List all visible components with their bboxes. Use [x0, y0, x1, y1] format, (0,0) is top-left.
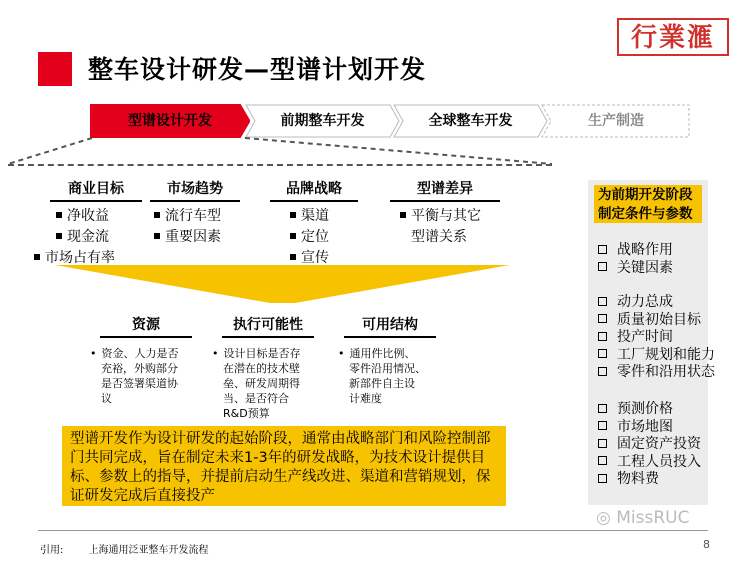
- column-feasibility: [212, 314, 314, 421]
- column-heading: 市场趋势: [150, 178, 240, 202]
- bullet-icon: [154, 233, 160, 239]
- list-item: R&D预算: [223, 407, 270, 420]
- process-step-4: [541, 104, 691, 138]
- bullet-icon: [56, 212, 62, 218]
- column-heading: 资源: [100, 314, 192, 338]
- checkbox-icon: [598, 297, 607, 306]
- heading-line: 制定条件与参数: [598, 206, 693, 222]
- checklist-item: 物料费: [617, 471, 659, 488]
- process-step-4-label: 生产制造: [588, 113, 644, 129]
- expansion-dashes: [0, 136, 560, 176]
- checklist-item: 工程人员投入: [617, 453, 701, 470]
- checklist-item: 关键因素: [617, 259, 673, 276]
- checklist-item: 投产时间: [617, 329, 673, 346]
- list-item: 流行车型: [165, 208, 221, 224]
- checklist-group-3: [598, 401, 701, 489]
- list-item: 资金、人力是否: [101, 347, 179, 360]
- list-item: 宣传: [301, 250, 329, 266]
- watermark-text: MissRUC: [616, 508, 690, 528]
- list-item: 垒、研发周期得: [223, 377, 300, 390]
- column-heading: 执行可能性: [222, 314, 314, 338]
- list-item: 型谱关系: [411, 229, 467, 245]
- checkbox-icon: [598, 314, 607, 323]
- column-heading: 商业目标: [50, 178, 142, 202]
- summary-line: 型谱开发作为设计研发的起始阶段，通常由战略部门和风险控制部: [70, 431, 491, 447]
- checkbox-icon: [598, 474, 607, 483]
- footer-label: 引用:: [40, 545, 64, 556]
- checklist-item: 市场地图: [617, 418, 673, 435]
- summary-line: 门共同完成，旨在制定未来1-3年的研发战略，为技术设计提供目: [70, 450, 486, 466]
- footer-rule: [38, 530, 708, 531]
- process-step-2: [245, 104, 400, 138]
- list-item: 新部件自主设: [349, 377, 415, 390]
- bullet-icon: [290, 233, 296, 239]
- summary-line: 标、参数上的指导，并提前启动生产线改进、渠道和营销规划，保: [70, 469, 491, 485]
- dashed-divider: [8, 164, 552, 166]
- list-item: 定位: [301, 229, 329, 245]
- checkbox-icon: [598, 332, 607, 341]
- list-item: 是否签署渠道协: [101, 377, 178, 390]
- column-heading: 可用结构: [344, 314, 436, 338]
- process-step-1: [90, 104, 250, 138]
- list-item: 计难度: [349, 392, 382, 405]
- bullet-icon: [290, 254, 296, 260]
- process-step-1-label: 型谱设计开发: [128, 113, 212, 129]
- list-item: 零件沿用情况、: [349, 362, 426, 375]
- bullet-icon: [56, 233, 62, 239]
- list-item: 现金流: [67, 229, 109, 245]
- list-item: 议: [101, 392, 112, 405]
- funnel-arrow: [55, 265, 515, 305]
- dot-icon: •: [90, 347, 97, 360]
- page-number: 8: [703, 538, 710, 551]
- process-step-3: [393, 104, 548, 138]
- checkbox-icon: [598, 262, 607, 271]
- brand-logo: 行業滙: [617, 18, 729, 56]
- footer: [40, 541, 209, 556]
- checklist-item: 零件和沿用状态: [617, 364, 715, 381]
- checkbox-icon: [598, 245, 607, 254]
- heading-line: 为前期开发阶段: [598, 187, 693, 203]
- checkbox-icon: [598, 421, 607, 430]
- checklist-item: 工厂规划和能力: [617, 346, 715, 363]
- list-item: 通用件比例、: [349, 347, 416, 360]
- summary-box: [62, 426, 506, 506]
- right-panel-heading: [594, 185, 702, 223]
- process-step-3-label: 全球整车开发: [428, 113, 513, 129]
- dot-icon: •: [338, 347, 345, 360]
- checkbox-icon: [598, 439, 607, 448]
- checkbox-icon: [598, 456, 607, 465]
- page-title: 整车设计研发—型谱计划开发: [88, 55, 427, 84]
- list-item: 市场占有率: [45, 250, 115, 266]
- checklist-item: 预测价格: [617, 401, 673, 417]
- bullet-icon: [290, 212, 296, 218]
- list-item: 设计目标是否存: [223, 347, 301, 360]
- list-item: 平衡与其它: [411, 208, 481, 224]
- checklist-item: 战略作用: [617, 242, 673, 258]
- checklist-group-1: [598, 242, 673, 277]
- column-business-goals: [45, 178, 142, 269]
- list-item: 重要因素: [165, 229, 221, 245]
- watermark: [596, 508, 689, 528]
- checkbox-icon: [598, 367, 607, 376]
- list-item: 当、是否符合: [223, 392, 289, 405]
- title-accent-square: [38, 52, 72, 86]
- column-heading: 型谱差异: [390, 178, 500, 202]
- dot-icon: •: [212, 347, 219, 360]
- list-item: 充裕，外购部分: [101, 362, 178, 375]
- list-item: 净收益: [67, 208, 109, 224]
- bullet-icon: [154, 212, 160, 218]
- column-market-trends: [150, 178, 240, 248]
- checklist-group-2: [598, 294, 715, 382]
- process-step-2-label: 前期整车开发: [280, 113, 365, 129]
- checklist-item: 动力总成: [617, 294, 673, 310]
- checkbox-icon: [598, 404, 607, 413]
- bullet-icon: [34, 254, 40, 260]
- column-available-structure: [338, 314, 436, 406]
- wechat-icon: ◎: [596, 508, 617, 528]
- list-item: 渠道: [301, 208, 329, 224]
- column-brand-strategy: [270, 178, 358, 269]
- bullet-icon: [400, 212, 406, 218]
- column-resources: [90, 314, 192, 406]
- summary-line: 证研发完成后直接投产: [70, 488, 215, 504]
- checklist-item: 质量初始目标: [617, 311, 701, 328]
- column-lineup-difference: [390, 178, 500, 248]
- checkbox-icon: [598, 349, 607, 358]
- column-heading: 品牌战略: [270, 178, 358, 202]
- footer-source: 上海通用泛亚整车开发流程: [88, 545, 209, 556]
- list-item: 在潜在的技术壁: [223, 362, 300, 375]
- checklist-item: 固定资产投资: [617, 436, 701, 453]
